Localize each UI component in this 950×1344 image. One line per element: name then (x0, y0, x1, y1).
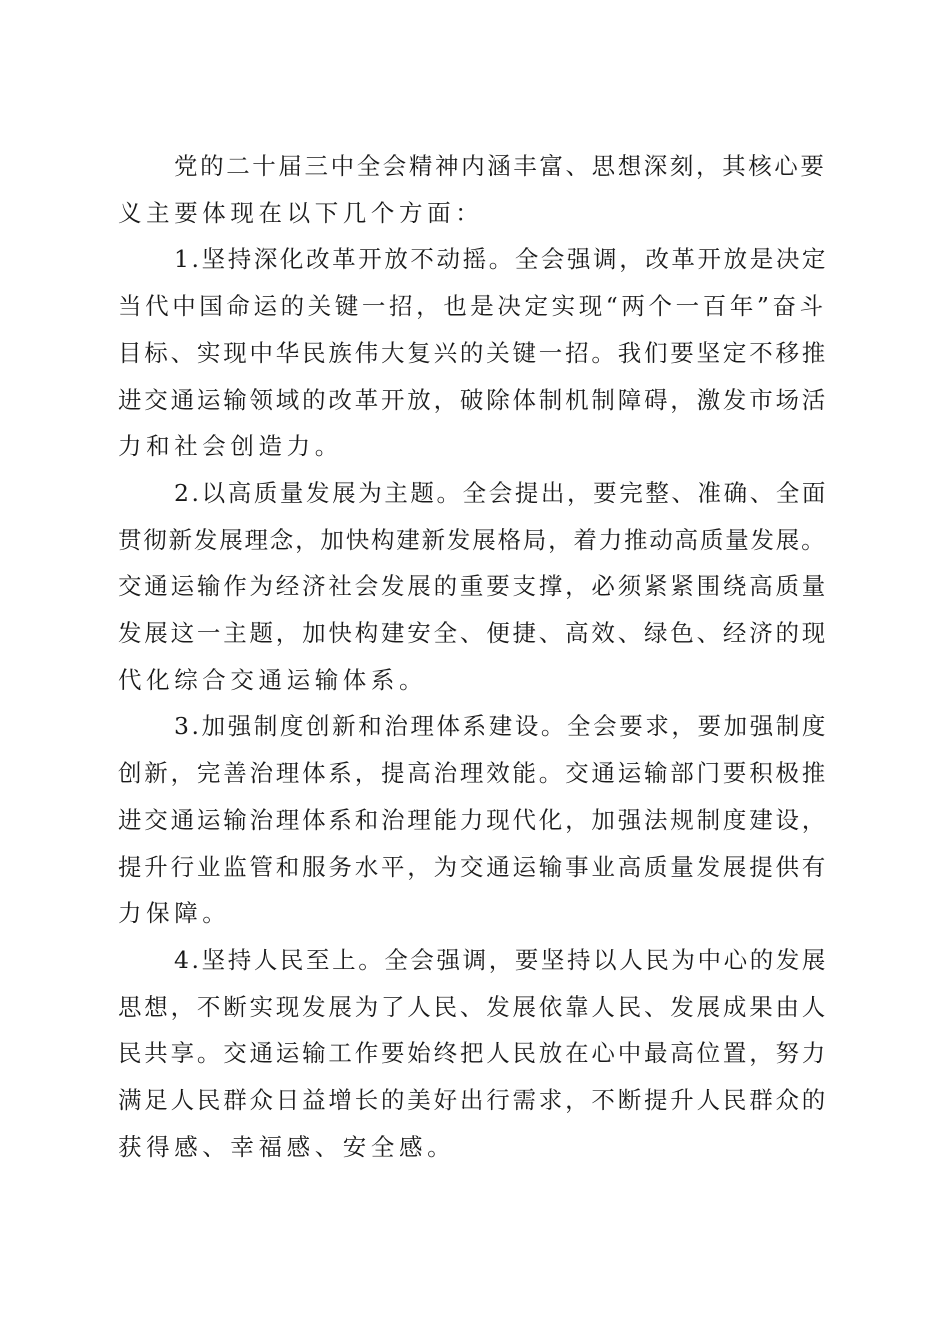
text-line: 1.坚持深化改革开放不动摇。全会强调，改革开放是决定 (174, 245, 829, 274)
document-body (118, 143, 828, 1170)
text-line: 进交通运输治理体系和治理能力现代化，加强法规制度建设， (118, 805, 829, 834)
text-line: 创新，完善治理体系，提高治理效能。交通运输部门要积极推 (118, 759, 829, 788)
text-line: 发展这一主题，加快构建安全、便捷、高效、绿色、经济的现 (118, 619, 829, 648)
text-line: 代化综合交通运输体系。 (118, 665, 428, 694)
text-line: 思想，不断实现发展为了人民、发展依靠人民、发展成果由人 (118, 992, 829, 1021)
text-line: 目标、实现中华民族伟大复兴的关键一招。我们要坚定不移推 (118, 338, 829, 367)
text-line: 4.坚持人民至上。全会强调，要坚持以人民为中心的发展 (174, 945, 829, 974)
text-line: 获得感、幸福感、安全感。 (118, 1132, 456, 1161)
text-line: 满足人民群众日益增长的美好出行需求，不断提升人民群众的 (118, 1086, 829, 1115)
text-line: 3.加强制度创新和治理体系建设。全会要求，要加强制度 (174, 712, 829, 741)
text-line: 2.以高质量发展为主题。全会提出，要完整、准确、全面 (174, 478, 829, 507)
text-line: 党的二十届三中全会精神内涵丰富、思想深刻，其核心要 (174, 152, 827, 180)
text-line: 进交通运输领域的改革开放，破除体制机制障碍，激发市场活 (118, 385, 829, 414)
paragraph-point-2 (118, 470, 828, 704)
text-line: 贯彻新发展理念，加快构建新发展格局，着力推动高质量发展。 (118, 525, 827, 554)
text-line: 力和社会创造力。 (118, 432, 343, 461)
text-line: 当代中国命运的关键一招，也是决定实现“两个一百年”奋斗 (118, 292, 827, 321)
text-line: 义主要体现在以下几个方面： (118, 198, 484, 227)
paragraph-point-1 (118, 236, 828, 470)
text-line: 力保障。 (118, 899, 231, 928)
paragraph-point-3 (118, 703, 828, 937)
paragraph-point-4 (118, 937, 828, 1171)
paragraph-intro (118, 143, 828, 236)
text-line: 提升行业监管和服务水平，为交通运输事业高质量发展提供有 (118, 852, 829, 881)
text-line: 民共享。交通运输工作要始终把人民放在心中最高位置，努力 (118, 1039, 829, 1068)
text-line: 交通运输作为经济社会发展的重要支撑，必须紧紧围绕高质量 (118, 572, 829, 601)
